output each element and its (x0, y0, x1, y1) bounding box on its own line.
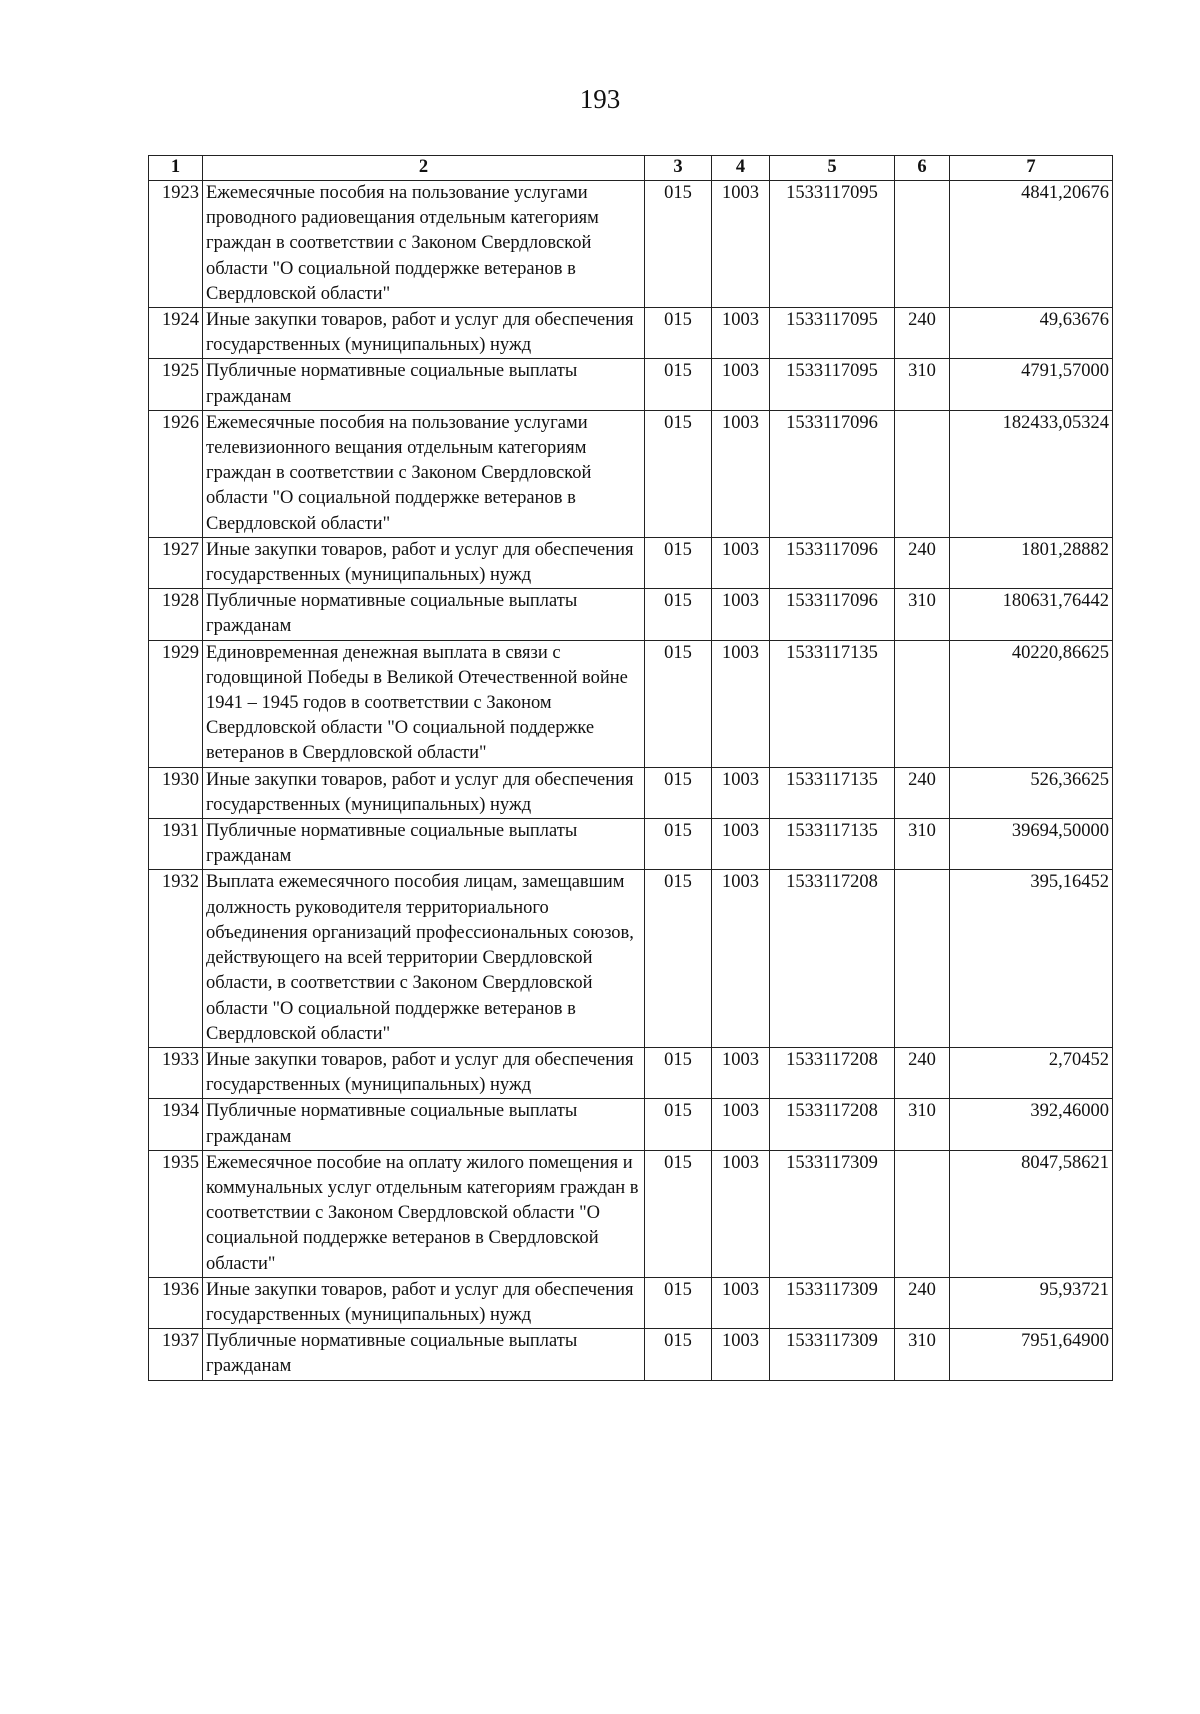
row-code-5: 1533117095 (770, 181, 895, 308)
row-description: Иные закупки товаров, работ и услуг для обеспечения государственных (муниципальных) нужд (203, 1047, 645, 1098)
row-number: 1935 (149, 1150, 203, 1277)
row-code-4: 1003 (712, 1329, 770, 1380)
row-code-4: 1003 (712, 640, 770, 767)
row-code-4: 1003 (712, 589, 770, 640)
row-description: Иные закупки товаров, работ и услуг для обеспечения государственных (муниципальных) нужд (203, 767, 645, 818)
row-code-6: 240 (895, 1277, 950, 1328)
row-code-5: 1533117309 (770, 1277, 895, 1328)
row-code-6: 310 (895, 1329, 950, 1380)
table-body (149, 181, 1113, 1381)
table-row (149, 640, 1113, 767)
row-amount: 182433,05324 (950, 410, 1113, 537)
row-code-4: 1003 (712, 308, 770, 359)
row-code-3: 015 (645, 767, 712, 818)
row-number: 1932 (149, 870, 203, 1047)
table-row (149, 181, 1113, 308)
row-code-5: 1533117309 (770, 1150, 895, 1277)
table-row (149, 1277, 1113, 1328)
row-code-5: 1533117095 (770, 359, 895, 410)
row-code-5: 1533117096 (770, 537, 895, 588)
row-code-6 (895, 410, 950, 537)
row-amount: 395,16452 (950, 870, 1113, 1047)
row-description: Ежемесячные пособия на пользование услугами телевизионного вещания отдельным категориям граждан в соответствии с Законом Свердловской области "О социальной поддержке ветеранов в Свердловской области" (203, 410, 645, 537)
table-row (149, 359, 1113, 410)
row-amount: 40220,86625 (950, 640, 1113, 767)
table-row (149, 589, 1113, 640)
row-code-3: 015 (645, 1047, 712, 1098)
table-row (149, 1099, 1113, 1150)
page-number: 193 (579, 84, 621, 114)
table-header-row (149, 156, 1113, 181)
row-number: 1936 (149, 1277, 203, 1328)
row-number: 1930 (149, 767, 203, 818)
row-code-4: 1003 (712, 410, 770, 537)
row-amount: 392,46000 (950, 1099, 1113, 1150)
row-amount: 39694,50000 (950, 819, 1113, 870)
row-code-6: 240 (895, 767, 950, 818)
row-code-6: 310 (895, 819, 950, 870)
row-description: Публичные нормативные социальные выплаты гражданам (203, 359, 645, 410)
table-row (149, 819, 1113, 870)
table-row (149, 308, 1113, 359)
row-code-3: 015 (645, 819, 712, 870)
table-row (149, 1047, 1113, 1098)
budget-table (148, 155, 1113, 1381)
row-description: Единовременная денежная выплата в связи с годовщиной Победы в Великой Отечественной войне 1941 – 1945 годов в соответствии с Законом Свердловской области "О социальной поддержке ветеранов в Свердловской области" (203, 640, 645, 767)
row-code-5: 1533117208 (770, 870, 895, 1047)
row-code-5: 1533117135 (770, 640, 895, 767)
row-code-5: 1533117095 (770, 308, 895, 359)
column-header-5: 5 (770, 156, 895, 181)
row-code-6: 310 (895, 359, 950, 410)
row-number: 1933 (149, 1047, 203, 1098)
row-number: 1926 (149, 410, 203, 537)
row-code-3: 015 (645, 640, 712, 767)
row-code-5: 1533117208 (770, 1047, 895, 1098)
row-code-3: 015 (645, 1150, 712, 1277)
row-number: 1927 (149, 537, 203, 588)
row-amount: 1801,28882 (950, 537, 1113, 588)
table-row (149, 537, 1113, 588)
row-code-6: 240 (895, 308, 950, 359)
row-code-4: 1003 (712, 819, 770, 870)
row-code-3: 015 (645, 181, 712, 308)
row-code-3: 015 (645, 308, 712, 359)
row-amount: 4841,20676 (950, 181, 1113, 308)
row-code-4: 1003 (712, 767, 770, 818)
table-row (149, 410, 1113, 537)
row-code-3: 015 (645, 359, 712, 410)
row-amount: 95,93721 (950, 1277, 1113, 1328)
row-code-6: 240 (895, 537, 950, 588)
column-header-2: 2 (203, 156, 645, 181)
row-amount: 2,70452 (950, 1047, 1113, 1098)
row-code-6: 310 (895, 1099, 950, 1150)
row-number: 1928 (149, 589, 203, 640)
table-row (149, 1150, 1113, 1277)
row-number: 1925 (149, 359, 203, 410)
column-header-6: 6 (895, 156, 950, 181)
row-amount: 180631,76442 (950, 589, 1113, 640)
column-header-1: 1 (149, 156, 203, 181)
row-description: Публичные нормативные социальные выплаты гражданам (203, 589, 645, 640)
row-description: Иные закупки товаров, работ и услуг для обеспечения государственных (муниципальных) нужд (203, 537, 645, 588)
row-code-5: 1533117135 (770, 819, 895, 870)
row-code-4: 1003 (712, 1150, 770, 1277)
row-number: 1924 (149, 308, 203, 359)
row-description: Выплата ежемесячного пособия лицам, замещавшим должность руководителя территориального объединения организаций профессиональных союзов, действующего на всей территории Свердловской области, в соответствии с Законом Свердловской области "О социальной поддержке ветеранов в Свердловской области" (203, 870, 645, 1047)
row-code-5: 1533117309 (770, 1329, 895, 1380)
row-code-5: 1533117096 (770, 589, 895, 640)
table-row (149, 1329, 1113, 1380)
row-code-5: 1533117135 (770, 767, 895, 818)
row-number: 1929 (149, 640, 203, 767)
table-row (149, 767, 1113, 818)
row-code-4: 1003 (712, 537, 770, 588)
row-description: Публичные нормативные социальные выплаты гражданам (203, 819, 645, 870)
row-code-3: 015 (645, 537, 712, 588)
row-code-4: 1003 (712, 359, 770, 410)
row-code-6 (895, 870, 950, 1047)
row-amount: 7951,64900 (950, 1329, 1113, 1380)
row-number: 1923 (149, 181, 203, 308)
row-code-6 (895, 1150, 950, 1277)
row-code-3: 015 (645, 410, 712, 537)
row-code-4: 1003 (712, 1047, 770, 1098)
row-amount: 8047,58621 (950, 1150, 1113, 1277)
row-code-3: 015 (645, 1277, 712, 1328)
row-description: Публичные нормативные социальные выплаты гражданам (203, 1099, 645, 1150)
row-code-5: 1533117208 (770, 1099, 895, 1150)
row-code-6: 240 (895, 1047, 950, 1098)
row-code-4: 1003 (712, 870, 770, 1047)
row-description: Ежемесячные пособия на пользование услугами проводного радиовещания отдельным категориям граждан в соответствии с Законом Свердловской области "О социальной поддержке ветеранов в Свердловской области" (203, 181, 645, 308)
row-code-3: 015 (645, 1099, 712, 1150)
table-row (149, 870, 1113, 1047)
row-code-3: 015 (645, 870, 712, 1047)
column-header-4: 4 (712, 156, 770, 181)
row-code-4: 1003 (712, 1099, 770, 1150)
row-code-4: 1003 (712, 1277, 770, 1328)
row-amount: 49,63676 (950, 308, 1113, 359)
row-code-6 (895, 640, 950, 767)
row-code-3: 015 (645, 589, 712, 640)
row-number: 1934 (149, 1099, 203, 1150)
row-code-6 (895, 181, 950, 308)
column-header-7: 7 (950, 156, 1113, 181)
row-code-3: 015 (645, 1329, 712, 1380)
row-amount: 526,36625 (950, 767, 1113, 818)
row-code-6: 310 (895, 589, 950, 640)
row-number: 1937 (149, 1329, 203, 1380)
row-description: Публичные нормативные социальные выплаты гражданам (203, 1329, 645, 1380)
row-code-4: 1003 (712, 181, 770, 308)
row-code-5: 1533117096 (770, 410, 895, 537)
row-description: Ежемесячное пособие на оплату жилого помещения и коммунальных услуг отдельным категориям граждан в соответствии с Законом Свердловской области "О социальной поддержке ветеранов в Свердловской области" (203, 1150, 645, 1277)
row-description: Иные закупки товаров, работ и услуг для обеспечения государственных (муниципальных) нужд (203, 1277, 645, 1328)
row-description: Иные закупки товаров, работ и услуг для обеспечения государственных (муниципальных) нужд (203, 308, 645, 359)
row-number: 1931 (149, 819, 203, 870)
column-header-3: 3 (645, 156, 712, 181)
row-amount: 4791,57000 (950, 359, 1113, 410)
